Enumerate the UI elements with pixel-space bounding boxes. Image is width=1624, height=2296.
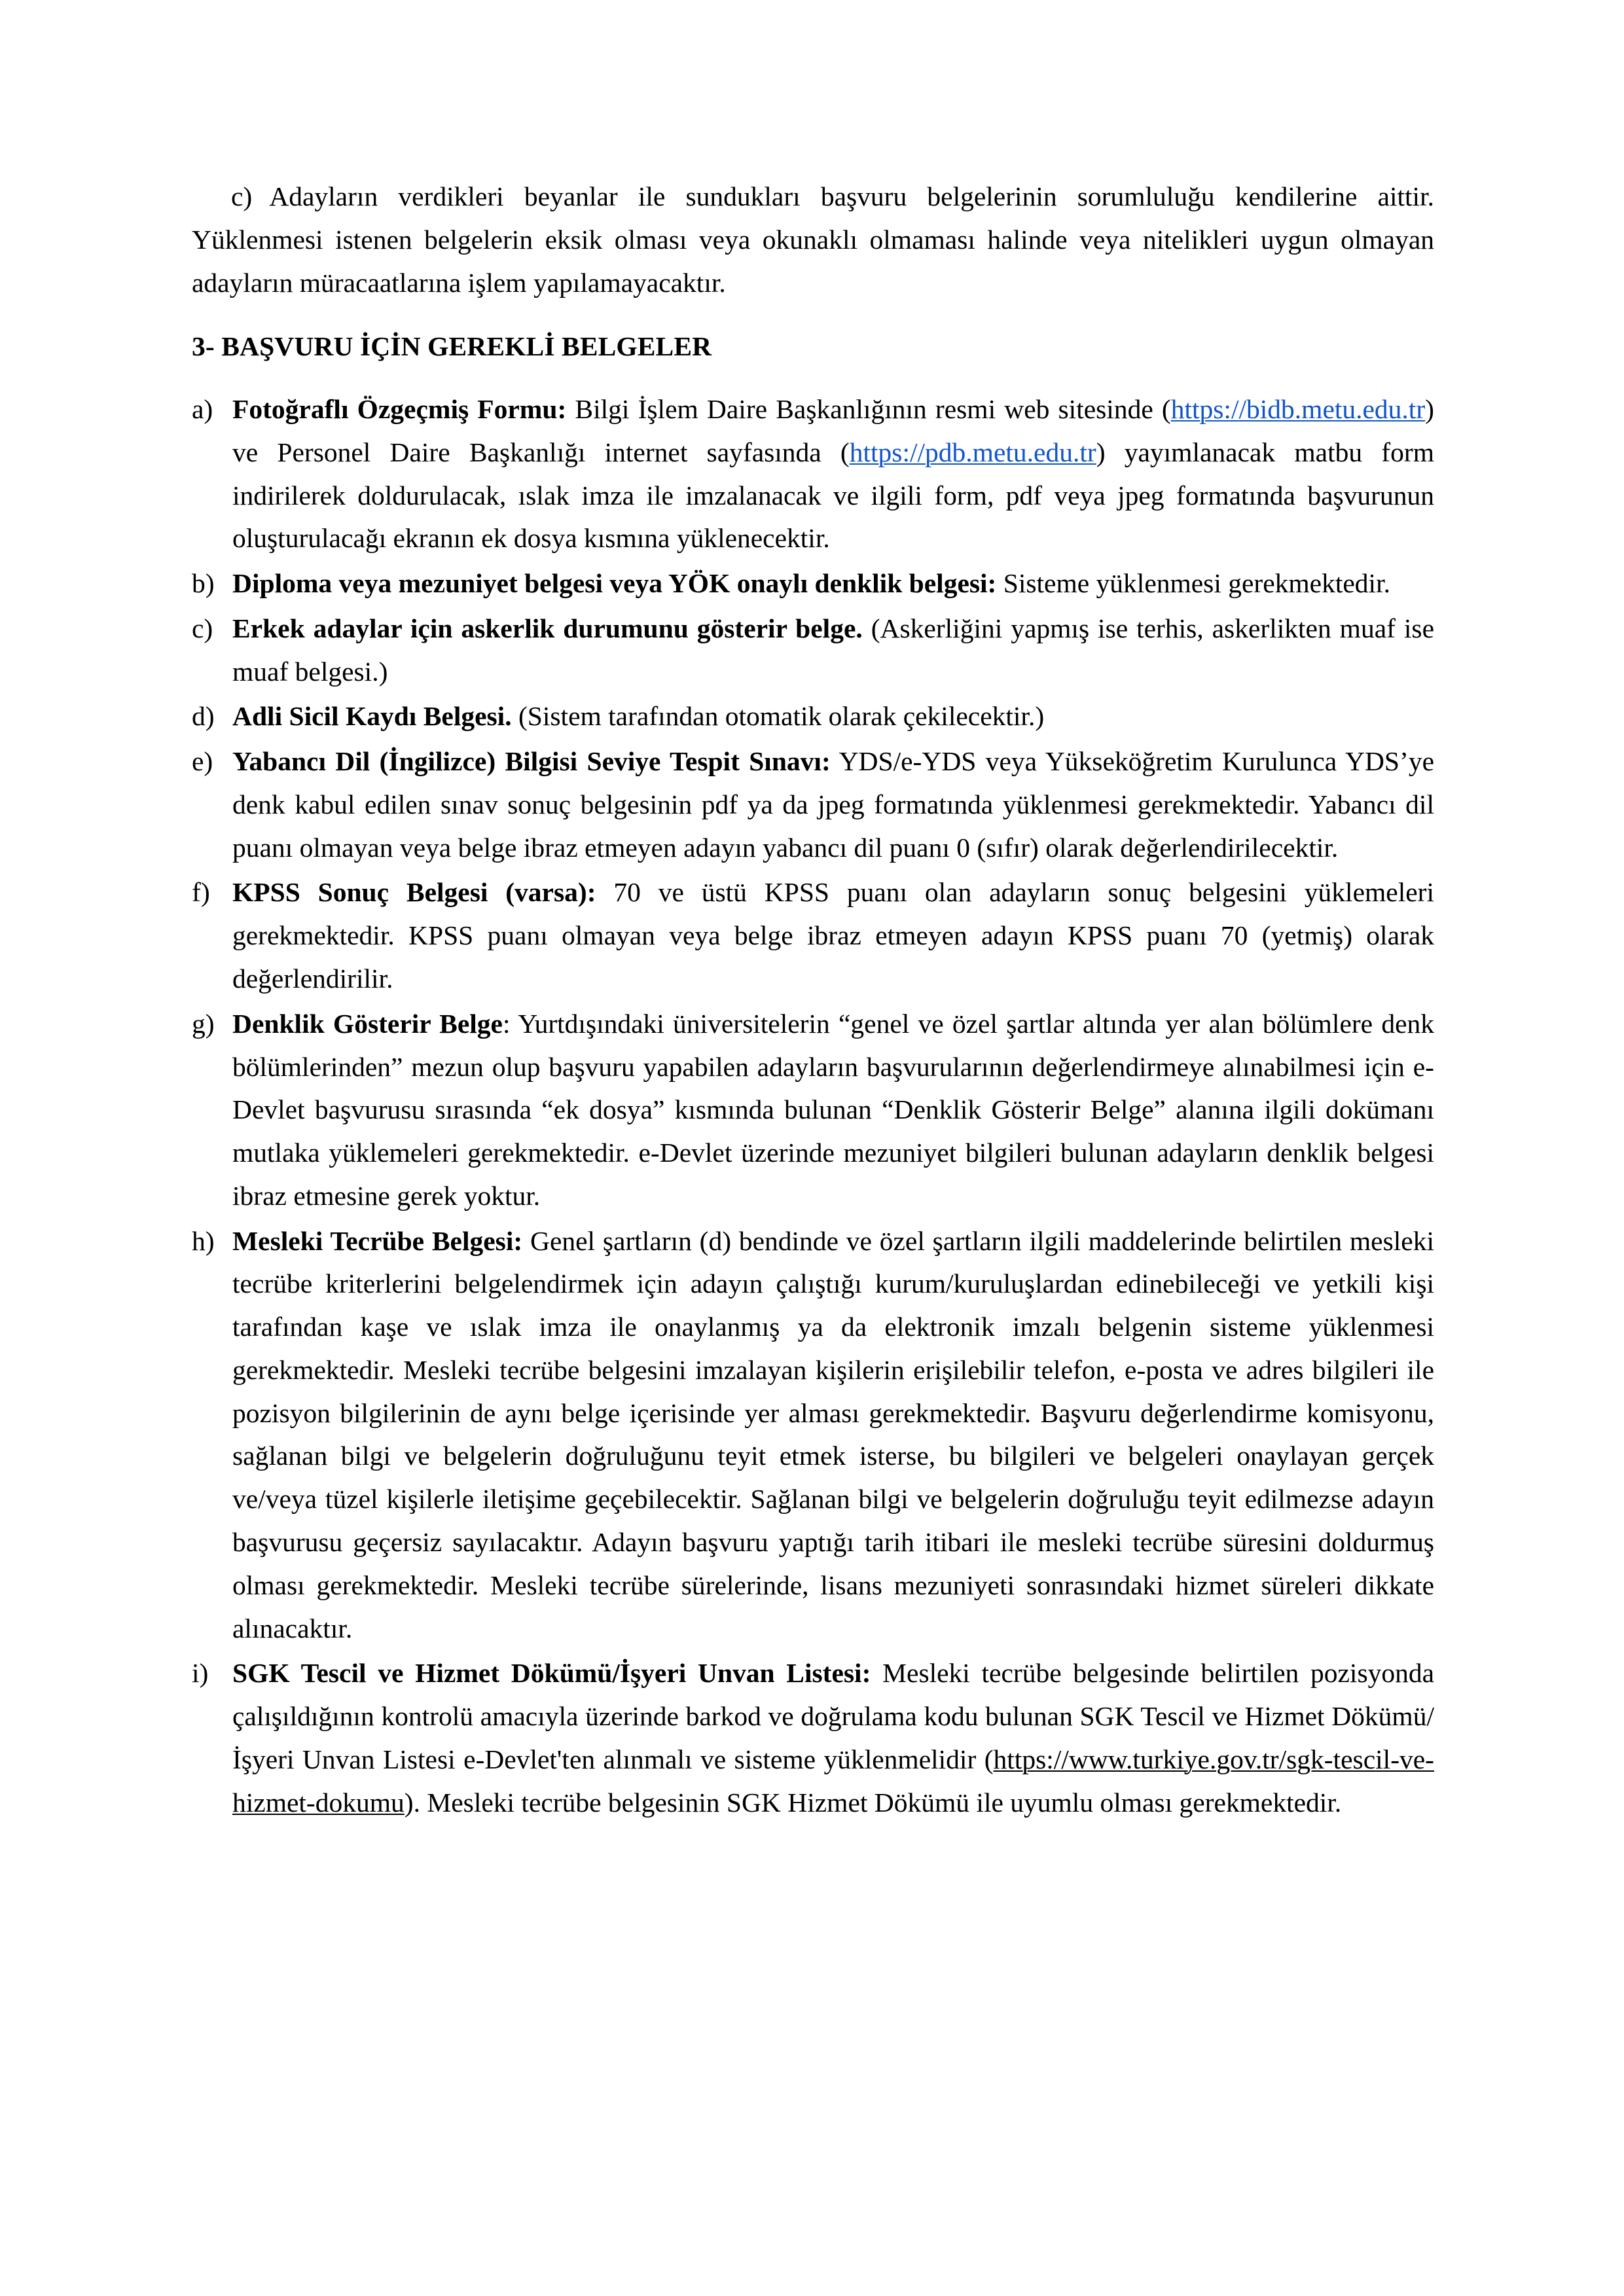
list-item-a-text-3: ) yayımlanacak matbu form indirilerek doldurulacak, ıslak imza ile imzalanacak ve ilgili form, pdf veya jpeg formatında başvurunun oluşturulacağı ekranın ek dosya kısmına yüklenecektir. [232, 437, 1434, 554]
list-item-b-body [232, 562, 1434, 605]
list-item-i-bold-lead: SGK Tescil ve Hizmet Dökümü/İşyeri Unvan Listesi: [232, 1658, 871, 1689]
list-item-a-text-2: ) ve Personel Daire Başkanlığı internet sayfasında ( [232, 394, 1434, 467]
link-pdb-metu[interactable]: https://pdb.metu.edu.tr [849, 437, 1096, 467]
intro-paragraph [192, 175, 1434, 304]
list-item-c-body [232, 607, 1434, 694]
list-item-f-text-1: 70 ve üstü KPSS puanı olan adayların sonuç belgesini yüklemeleri gerekmektedir. KPSS puanı olmayan veya belge ibraz etmeyen adayın KPSS puanı 70 (yetmiş) olarak değerlendirilir. [232, 877, 1435, 994]
list-item-b-bold-lead: Diploma veya mezuniyet belgesi veya YÖK onaylı denklik belgesi: [232, 568, 997, 599]
list-item-e-text-1: YDS/e-YDS veya Yükseköğretim Kurulunca YDS’ye denk kabul edilen sınav sonuç belgesinin pdf ya da jpeg formatında yüklenmesi gerekmektedir. Yabancı dil puanı olmayan veya belge ibraz etmeyen adayın yabancı dil puanı 0 (sıfır) olarak değerlendirilecektir. [232, 746, 1434, 863]
list-item-d [192, 695, 1434, 738]
list-item-i-text-1: Mesleki tecrübe belgesinde belirtilen pozisyonda çalışıldığının kontrolü amacıyla üzerinde barkod ve doğrulama kodu bulunan SGK Tescil ve Hizmet Dökümü/İşyeri Unvan Listesi e-Devlet'ten alınmalı ve sisteme yüklenmelidir ( [232, 1658, 1435, 1774]
list-item-h-body [232, 1220, 1434, 1651]
list-marker-f: f) [192, 877, 210, 908]
link-turkiye-gov-sgk[interactable]: https://www.turkiye.gov.tr/sgk-tescil-ve-hizmet-dokumu [232, 1744, 1434, 1818]
list-item-i [192, 1652, 1434, 1824]
list-item-g-bold-lead: Denklik Gösterir Belge [232, 1008, 503, 1039]
list-item-c-text-1: (Askerliğini yapmış ise terhis, askerlikten muaf ise muaf belgesi.) [232, 613, 1434, 687]
list-marker-b: b) [192, 568, 215, 599]
list-item-f-bold-lead: KPSS Sonuç Belgesi (varsa): [232, 877, 596, 908]
list-item-e-bold-lead: Yabancı Dil (İngilizce) Bilgisi Seviye Tespit Sınavı: [232, 746, 831, 777]
list-marker-h: h) [192, 1225, 215, 1256]
list-marker-c: c) [192, 613, 213, 643]
list-item-d-bold-lead: Adli Sicil Kaydı Belgesi. [232, 701, 512, 732]
list-item-e [192, 740, 1434, 869]
list-item-b [192, 562, 1434, 605]
list-item-a [192, 388, 1434, 560]
list-item-g-body [232, 1003, 1434, 1218]
list-item-e-body [232, 740, 1434, 869]
list-item-f-body [232, 871, 1434, 1000]
list-item-c [192, 607, 1434, 694]
intro-paragraph-marker: c) [231, 181, 253, 211]
list-item-a-text-1: Bilgi İşlem Daire Başkanlığının resmi web sitesinde ( [566, 394, 1171, 425]
list-item-d-text-1: (Sistem tarafından otomatik olarak çekilecektir.) [511, 701, 1045, 732]
document-body [192, 175, 1434, 1826]
list-item-i-body [232, 1652, 1434, 1824]
list-item-c-bold-lead: Erkek adaylar için askerlik durumunu gösterir belge. [232, 613, 863, 643]
list-item-d-body [232, 695, 1434, 738]
required-documents-list [192, 388, 1434, 1824]
list-marker-d: d) [192, 701, 215, 732]
intro-paragraph-text: Adayların verdikleri beyanlar ile sundukları başvuru belgelerinin sorumluluğu kendilerine aittir. Yüklenmesi istenen belgelerin eksik olması veya okunaklı olmaması halinde veya nitelikleri uygun olmayan adayların müracaatlarına işlem yapılamayacaktır. [192, 181, 1434, 298]
list-item-f [192, 871, 1434, 1000]
list-item-g-text-1: : Yurtdışındaki üniversitelerin “genel ve özel şartlar altında yer alan bölümlere denk bölümlerinden” mezun olup başvuru yapabilen adayların başvurularının değerlendirmeye alınabilmesi için e-Devlet başvurusu sırasında “ek dosya” kısmında bulunan “Denklik Gösterir Belge” alanına ilgili dokümanı mutlaka yüklemeleri gerekmektedir. e-Devlet üzerinde mezuniyet bilgileri bulunan adayların denklik belgesi ibraz etmesine gerek yoktur. [232, 1008, 1435, 1211]
list-item-h-bold-lead: Mesleki Tecrübe Belgesi: [232, 1225, 523, 1256]
list-marker-i: i) [192, 1658, 209, 1689]
list-item-h [192, 1220, 1434, 1651]
list-item-a-bold-lead: Fotoğraflı Özgeçmiş Formu: [232, 394, 567, 425]
list-item-g [192, 1003, 1434, 1218]
link-bidb-metu[interactable]: https://bidb.metu.edu.tr [1170, 394, 1426, 425]
list-marker-g: g) [192, 1008, 215, 1039]
section-heading: 3- BAŞVURU İÇİN GEREKLİ BELGELER [192, 331, 712, 362]
list-item-i-text-2: ). Mesleki tecrübe belgesinin SGK Hizmet Dökümü ile uyumlu olması gerekmektedir. [404, 1787, 1342, 1818]
list-item-h-text-1: Genel şartların (d) bendinde ve özel şartların ilgili maddelerinde belirtilen mesleki tecrübe kriterlerini belgelendirmek için adayın çalıştığı kurum/kuruluşlardan edinebileceği ve yetkili kişi tarafından kaşe ve ıslak imza ile onaylanmış ya da elektronik imzalı belgenin sisteme yüklenmesi gerekmektedir. Mesleki tecrübe belgesini imzalayan kişilerin erişilebilir telefon, e-posta ve adres bilgileri ile pozisyon bilgilerinin de aynı belge içerisinde yer alması gerekmektedir. Başvuru değerlendirme komisyonu, sağlanan bilgi ve belgelerin doğruluğunu teyit etmek isterse, bu bilgileri ve belgeleri onaylayan gerçek ve/veya tüzel kişilerle iletişime geçebilecektir. Sağlanan bilgi ve belgelerin doğruluğu teyit edilmezse adayın başvurusu geçersiz sayılacaktır. Adayın başvuru yaptığı tarih itibari ile mesleki tecrübe süresini doldurmuş olması gerekmektedir. Mesleki tecrübe sürelerinde, lisans mezuniyeti sonrasındaki hizmet süreleri dikkate alınacaktır. [232, 1225, 1434, 1643]
list-item-b-text-1: Sisteme yüklenmesi gerekmektedir. [996, 568, 1390, 599]
list-marker-e: e) [192, 746, 213, 777]
list-item-a-body [232, 388, 1434, 560]
list-marker-a: a) [192, 394, 213, 425]
